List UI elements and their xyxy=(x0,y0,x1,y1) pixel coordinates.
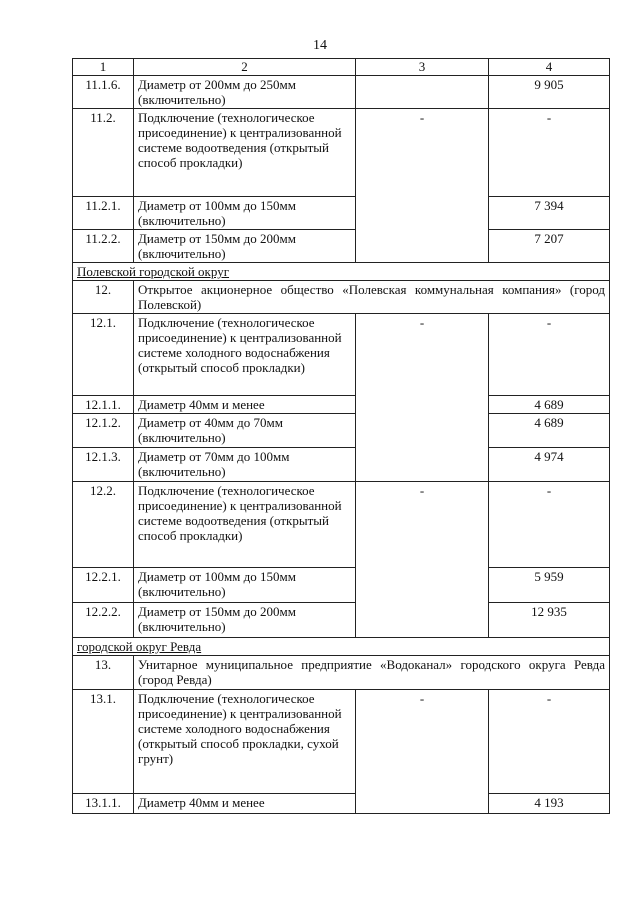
page-number: 14 xyxy=(313,38,327,53)
table-row xyxy=(73,414,610,448)
table-header-row xyxy=(73,59,610,76)
row-description: Диаметр от 70мм до 100мм (включительно) xyxy=(134,448,356,482)
tariff-table xyxy=(72,58,610,814)
row-description: Подключение (технологическое присоединение) к централизованной системе водоотведения (открытый способ прокладки) xyxy=(134,482,356,568)
row-number: 12.2. xyxy=(73,482,134,568)
region-heading: городской округ Ревда xyxy=(73,638,610,656)
row-description: Диаметр от 100мм до 150мм (включительно) xyxy=(134,197,356,230)
row-value: - xyxy=(489,482,610,568)
region-row xyxy=(73,638,610,656)
organization-name: Открытое акционерное общество «Полевская коммунальная компания» (город Полевской) xyxy=(134,281,610,314)
row-description: Диаметр от 200мм до 250мм (включительно) xyxy=(134,76,356,109)
column-header-2: 2 xyxy=(134,59,356,76)
row-column-3 xyxy=(356,76,489,109)
row-column-3-dash: - xyxy=(356,690,489,814)
table-row xyxy=(73,656,610,690)
row-description: Подключение (технологическое присоединение) к централизованной системе холодного водоснабжения (открытый способ прокладки) xyxy=(134,314,356,396)
row-description: Диаметр от 150мм до 200мм (включительно) xyxy=(134,603,356,638)
row-number: 13.1.1. xyxy=(73,794,134,814)
row-number: 11.2.2. xyxy=(73,230,134,263)
row-value: 4 689 xyxy=(489,414,610,448)
row-number: 11.1.6. xyxy=(73,76,134,109)
row-column-3-dash: - xyxy=(356,314,489,482)
row-value: 4 689 xyxy=(489,396,610,414)
row-number: 13. xyxy=(73,656,134,690)
row-number: 11.2. xyxy=(73,109,134,197)
row-number: 12.1.2. xyxy=(73,414,134,448)
column-header-4: 4 xyxy=(489,59,610,76)
row-value: 7 394 xyxy=(489,197,610,230)
row-number: 12.2.1. xyxy=(73,568,134,603)
row-value: - xyxy=(489,109,610,197)
row-description: Подключение (технологическое присоединение) к централизованной системе холодного водоснабжения (открытый способ прокладки, сухой грунт) xyxy=(134,690,356,794)
table-row xyxy=(73,281,610,314)
row-number: 12. xyxy=(73,281,134,314)
row-number: 12.2.2. xyxy=(73,603,134,638)
table-row xyxy=(73,197,610,230)
table-row xyxy=(73,396,610,414)
table-row xyxy=(73,448,610,482)
table-row xyxy=(73,109,610,197)
row-description: Диаметр 40мм и менее xyxy=(134,396,356,414)
table-row xyxy=(73,794,610,814)
table-row xyxy=(73,76,610,109)
row-number: 12.1.1. xyxy=(73,396,134,414)
table-row xyxy=(73,690,610,794)
region-heading: Полевской городской округ xyxy=(73,263,610,281)
row-number: 12.1.3. xyxy=(73,448,134,482)
row-number: 12.1. xyxy=(73,314,134,396)
row-value: 4 193 xyxy=(489,794,610,814)
row-description: Подключение (технологическое присоединение) к централизованной системе водоотведения (открытый способ прокладки) xyxy=(134,109,356,197)
column-header-1: 1 xyxy=(73,59,134,76)
table-row xyxy=(73,603,610,638)
row-value: 9 905 xyxy=(489,76,610,109)
row-number: 13.1. xyxy=(73,690,134,794)
organization-name: Унитарное муниципальное предприятие «Водоканал» городского округа Ревда (город Ревда) xyxy=(134,656,610,690)
row-value: 4 974 xyxy=(489,448,610,482)
row-column-3-dash: - xyxy=(356,482,489,638)
table-row xyxy=(73,230,610,263)
row-column-3-dash: - xyxy=(356,109,489,263)
region-row xyxy=(73,263,610,281)
column-header-3: 3 xyxy=(356,59,489,76)
row-value: - xyxy=(489,314,610,396)
row-description: Диаметр 40мм и менее xyxy=(134,794,356,814)
table-row xyxy=(73,568,610,603)
row-value: 5 959 xyxy=(489,568,610,603)
row-description: Диаметр от 100мм до 150мм (включительно) xyxy=(134,568,356,603)
row-description: Диаметр от 40мм до 70мм (включительно) xyxy=(134,414,356,448)
table-row xyxy=(73,314,610,396)
row-value: - xyxy=(489,690,610,794)
row-number: 11.2.1. xyxy=(73,197,134,230)
table-row xyxy=(73,482,610,568)
row-description: Диаметр от 150мм до 200мм (включительно) xyxy=(134,230,356,263)
row-value: 12 935 xyxy=(489,603,610,638)
row-value: 7 207 xyxy=(489,230,610,263)
